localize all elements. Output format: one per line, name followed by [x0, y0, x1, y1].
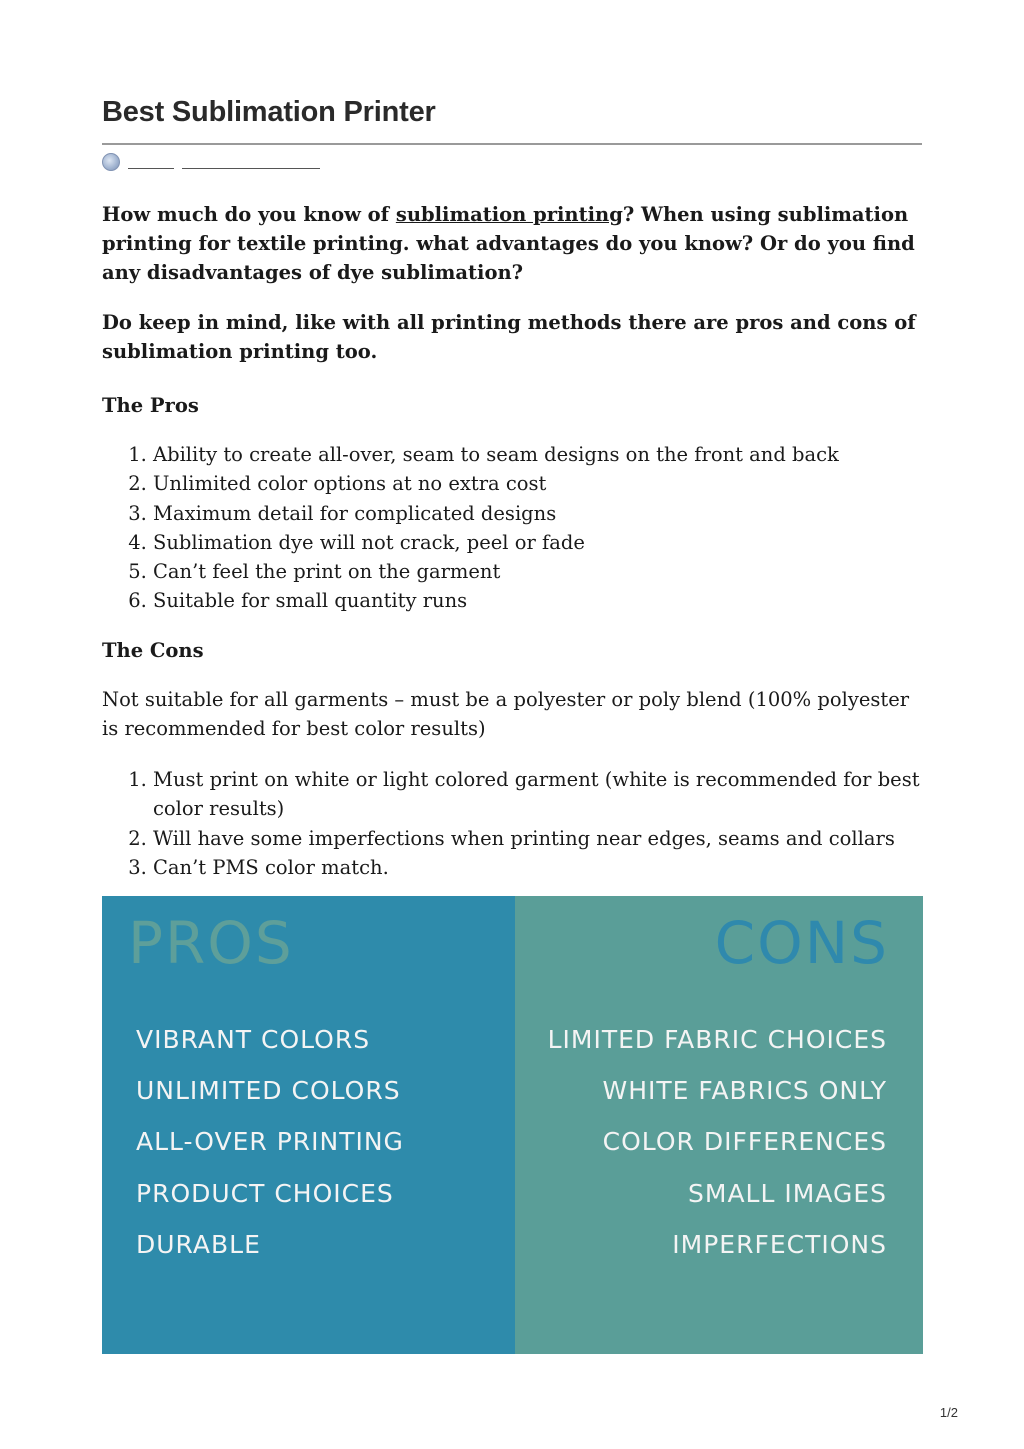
banner-pros-title: PROS [128, 909, 294, 977]
banner-pros-item: UNLIMITED COLORS [136, 1076, 401, 1106]
banner-pros-item: VIBRANT COLORS [136, 1025, 371, 1054]
globe-icon [102, 153, 120, 171]
banner-cons-item: SMALL IMAGES [688, 1178, 887, 1208]
banner-cons-column [515, 896, 923, 1354]
pros-list [102, 440, 968, 616]
meta-link-long[interactable] [182, 168, 320, 169]
keep-in-mind-paragraph: Do keep in mind, like with all printing methods there are pros and cons of sublimation printing too. [102, 311, 916, 363]
cons-list [102, 765, 968, 882]
pros-cons-banner-image [102, 896, 923, 1354]
banner-cons-item: COLOR DIFFERENCES [602, 1127, 887, 1157]
sublimation-printing-link[interactable]: sublimation printing [395, 203, 623, 226]
page-title: Best Sublimation Printer [102, 96, 436, 128]
list-item: 1. Must print on white or light colored garment (white is recommended for best color results) [153, 765, 968, 824]
banner-cons-items [548, 1024, 887, 1280]
pros-heading: The Pros [102, 394, 199, 417]
title-divider [102, 143, 922, 145]
list-item: 2. Will have some imperfections when printing near edges, seams and collars [153, 824, 968, 853]
banner-cons-item: IMPERFECTIONS [672, 1229, 887, 1259]
list-item: 5. Can’t feel the print on the garment [153, 557, 968, 586]
meta-link-short[interactable] [128, 168, 174, 169]
banner-pros-item: PRODUCT CHOICES [136, 1178, 394, 1208]
cons-heading: The Cons [102, 639, 204, 662]
banner-pros-item: ALL-OVER PRINTING [136, 1127, 404, 1157]
list-item: 3. Can’t PMS color match. [153, 853, 968, 882]
list-item: 6. Suitable for small quantity runs [153, 586, 968, 615]
banner-cons-item: WHITE FABRICS ONLY [602, 1076, 887, 1106]
list-item: 3. Maximum detail for complicated designs [153, 499, 968, 528]
list-item: 2. Unlimited color options at no extra cost [153, 469, 968, 498]
cons-intro-paragraph: Not suitable for all garments – must be a polyester or poly blend (100% polyester is recommended for best color results) [102, 688, 910, 740]
list-item: 1. Ability to create all-over, seam to seam designs on the front and back [153, 440, 968, 469]
banner-pros-items [136, 1024, 404, 1280]
intro-paragraph: How much do you know of sublimation printing? When using sublimation printing for textile printing. what advantages do you know? Or do you find any disadvantages of dye sublimation? [102, 203, 915, 284]
banner-cons-item: LIMITED FABRIC CHOICES [547, 1025, 887, 1054]
list-item: 4. Sublimation dye will not crack, peel or fade [153, 528, 968, 557]
banner-cons-title: CONS [714, 909, 889, 977]
banner-pros-item: DURABLE [136, 1229, 261, 1259]
page-number: 1/2 [939, 1405, 958, 1420]
source-meta [102, 152, 332, 174]
banner-pros-column [102, 896, 515, 1354]
